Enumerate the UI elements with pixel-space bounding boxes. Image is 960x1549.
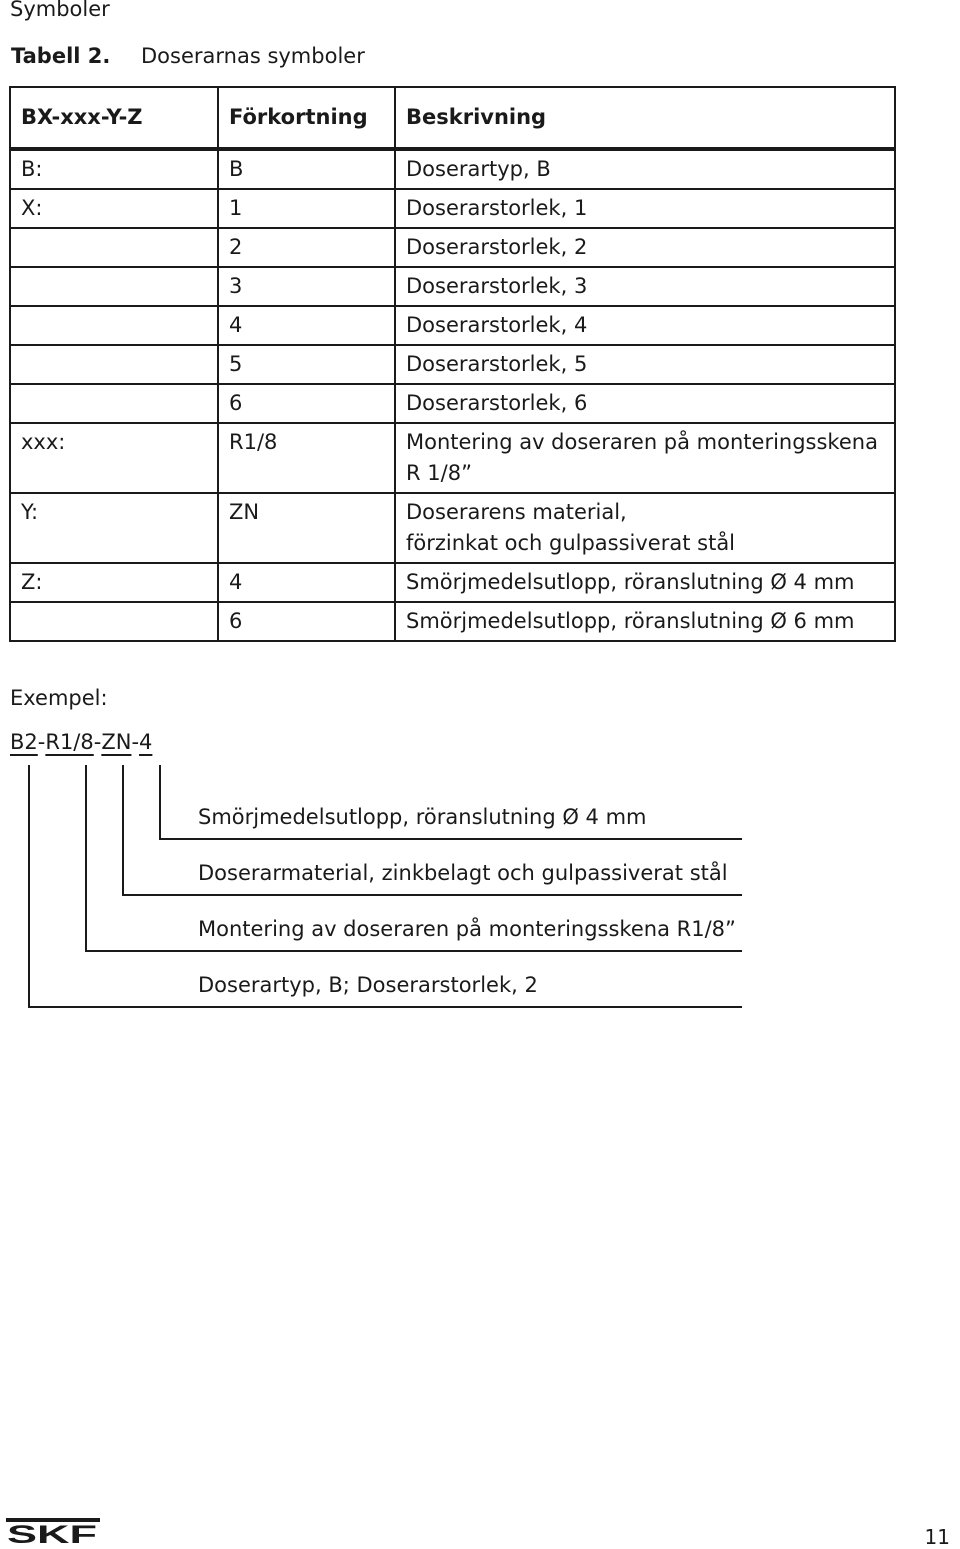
row-code-cell [10, 423, 218, 493]
row-code-cell [10, 345, 218, 384]
row-abbreviation-cell [218, 493, 395, 563]
table-row [10, 602, 895, 641]
row-description-cell [395, 267, 895, 306]
row-description-cell [395, 563, 895, 602]
table-row [10, 149, 895, 189]
cell-text-continued: förzinkat och gulpassiverat stål [406, 531, 736, 555]
row-description-cell [395, 423, 895, 493]
skf-logo-text: SKF [7, 1521, 97, 1544]
code-separator: - [131, 730, 140, 754]
cell-text: Smörjmedelsutlopp, röranslutning Ø 4 mm [406, 570, 855, 594]
cell-text: Y: [21, 500, 39, 524]
code-part-material: ZN [101, 730, 132, 754]
row-code-cell [10, 228, 218, 267]
cell-text: Doserarstorlek, 2 [406, 235, 588, 259]
connector-type-vertical [28, 765, 30, 1008]
section-heading: Symboler [10, 0, 110, 21]
table-row [10, 189, 895, 228]
row-abbreviation-cell [218, 228, 395, 267]
row-code-cell [10, 149, 218, 189]
cell-text: Doserartyp, B [406, 157, 551, 181]
connector-material-vertical [122, 765, 124, 896]
row-abbreviation-cell [218, 563, 395, 602]
connector-outlet-vertical [159, 765, 161, 840]
row-abbreviation-cell [218, 384, 395, 423]
row-abbreviation-cell [218, 267, 395, 306]
cell-text: 2 [229, 235, 243, 259]
table-row [10, 345, 895, 384]
code-part-outlet: 4 [139, 730, 153, 754]
cell-text: Doserarstorlek, 1 [406, 196, 588, 220]
cell-text: 6 [229, 609, 243, 633]
table-caption-label: Tabell 2. [11, 44, 111, 68]
cell-text: B [229, 157, 244, 181]
row-description-cell [395, 493, 895, 563]
cell-text: ZN [229, 500, 260, 524]
table-row [10, 306, 895, 345]
row-abbreviation-cell [218, 602, 395, 641]
cell-text: Doserarstorlek, 4 [406, 313, 588, 337]
table-caption-text: Doserarnas symboler [141, 44, 365, 68]
cell-text: 3 [229, 274, 243, 298]
row-abbreviation-cell [218, 345, 395, 384]
connector-type-horizontal [28, 1006, 742, 1008]
code-separator: - [93, 730, 102, 754]
cell-text: Doserarens material, [406, 500, 627, 524]
row-description-cell [395, 602, 895, 641]
example-explanation-mounting: Montering av doseraren på monteringsskena R1/8” [198, 917, 736, 941]
cell-text: Doserarstorlek, 5 [406, 352, 588, 376]
example-label: Exempel: [10, 686, 108, 710]
row-code-cell [10, 189, 218, 228]
header-code: BX-xxx-Y-Z [10, 87, 218, 149]
cell-text: X: [21, 196, 43, 220]
cell-text: Doserarstorlek, 6 [406, 391, 588, 415]
row-description-cell [395, 384, 895, 423]
row-code-cell [10, 563, 218, 602]
cell-text: B: [21, 157, 43, 181]
row-description-cell [395, 228, 895, 267]
cell-text: Z: [21, 570, 43, 594]
connector-material-horizontal [122, 894, 742, 896]
row-abbreviation-cell [218, 149, 395, 189]
header-description: Beskrivning [395, 87, 895, 149]
row-description-cell [395, 306, 895, 345]
cell-text: Smörjmedelsutlopp, röranslutning Ø 6 mm [406, 609, 855, 633]
cell-text: 5 [229, 352, 243, 376]
skf-logo [6, 1518, 100, 1544]
cell-text: 4 [229, 570, 243, 594]
code-part-mounting: R1/8 [45, 730, 94, 754]
row-description-cell [395, 345, 895, 384]
code-separator: - [37, 730, 46, 754]
row-code-cell [10, 267, 218, 306]
row-abbreviation-cell [218, 306, 395, 345]
example-explanation-outlet: Smörjmedelsutlopp, röranslutning Ø 4 mm [198, 805, 647, 829]
table-row [10, 384, 895, 423]
cell-text-continued: R 1/8” [406, 461, 472, 485]
cell-text: 4 [229, 313, 243, 337]
cell-text: xxx: [21, 430, 66, 454]
header-abbreviation: Förkortning [218, 87, 395, 149]
page-number: 11 [924, 1525, 950, 1549]
table-row [10, 563, 895, 602]
row-abbreviation-cell [218, 189, 395, 228]
cell-text: R1/8 [229, 430, 278, 454]
example-code [10, 730, 152, 754]
symbols-table [9, 86, 896, 642]
cell-text: 1 [229, 196, 243, 220]
row-code-cell [10, 602, 218, 641]
row-description-cell [395, 189, 895, 228]
row-code-cell [10, 493, 218, 563]
table-header-row [10, 87, 895, 149]
connector-mounting-horizontal [85, 950, 742, 952]
cell-text: Doserarstorlek, 3 [406, 274, 588, 298]
row-description-cell [395, 149, 895, 189]
example-explanation-material: Doserarmaterial, zinkbelagt och gulpassiverat stål [198, 861, 728, 885]
connector-mounting-vertical [85, 765, 87, 952]
table-row [10, 493, 895, 563]
row-code-cell [10, 306, 218, 345]
table-row [10, 267, 895, 306]
example-explanation-type: Doserartyp, B; Doserarstorlek, 2 [198, 973, 538, 997]
table-row [10, 228, 895, 267]
row-code-cell [10, 384, 218, 423]
code-part-type-size: B2 [10, 730, 38, 754]
table-row [10, 423, 895, 493]
connector-outlet-horizontal [159, 838, 742, 840]
cell-text: Montering av doseraren på monteringsskena [406, 430, 878, 454]
cell-text: 6 [229, 391, 243, 415]
row-abbreviation-cell [218, 423, 395, 493]
